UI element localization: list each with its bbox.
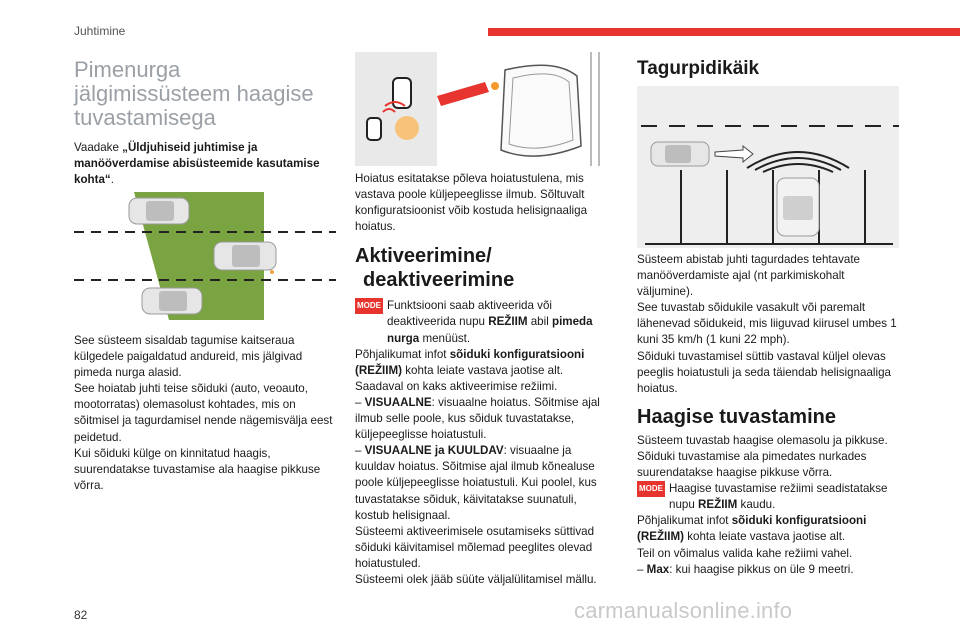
mode-visual-audio-item: – VISUAALNE ja KUULDAV: visuaalne ja kuuldav hoiatus. Sõitmise ajal ilmub kõnealuse poole küljepeeglisse hoiatustuli. Kui poolel, kus tuvastatakse sõiduk, käivitatakse suunatuli, kostub helisignaal. (355, 444, 597, 522)
car-icon (651, 142, 709, 166)
intro-link-text: „Üldjuhiseid juhtimise ja manööverdamise abisüsteemide kasutamise kohta“ (74, 141, 320, 187)
reverse-detection-illustration (637, 86, 899, 248)
column-middle (355, 171, 609, 588)
mode-visual-item: – VISUAALNE: visuaalne hoiatus. Sõitmise ajal ilmub selle poole, kus sõiduk tuvastatakse, küljepeeglisse hoiatustuli. (355, 395, 600, 442)
car-icon (214, 242, 276, 274)
car-icon (777, 178, 819, 236)
car-icon (367, 118, 381, 140)
paragraph-two-modes: Teil on võimalus valida kahe režiimi vahel. (637, 546, 853, 560)
column-left-body (74, 333, 336, 494)
column-right-top (637, 57, 901, 80)
paragraph-sensors: See süsteem sisaldab tagumise kaitseraua külgedele paigaldatud andureid, mis jälgivad pimeda nurga alasid. (74, 334, 303, 380)
mode-badge: MODE (637, 481, 665, 497)
reverse-heading: Tagurpidikäik (637, 58, 760, 79)
paragraph-config-info: Põhjalikumat infot sõiduki konfiguratsiooni (REŽIIM) kohta leiate vastava jaotise alt. (355, 347, 585, 377)
blind-spot-lanes-illustration (74, 190, 336, 320)
car-icon (142, 288, 202, 314)
mode-badge: MODE (355, 298, 383, 314)
page-number: 82 (74, 608, 88, 622)
trailer-mode-note: MODE Haagise tuvastamise režiimi seadistatakse nupu REŽIIM kaudu. (639, 482, 888, 512)
paragraph-warning-light: Hoiatus esitatakse põleva hoiatustulena, mis vastava poole küljepeeglisse ilmub. Sõltuvalt konfiguratsioonist võib kostuda helisignaaliga hoiatus. (355, 172, 588, 234)
mode-max-item: – Max: kui haagise pikkus on üle 9 meetri. (637, 562, 854, 576)
mirror-warning-illustration (355, 52, 607, 166)
column-left (74, 58, 336, 188)
trailer-heading: Haagise tuvastamine (637, 405, 836, 428)
car-icon (129, 198, 189, 224)
header-accent-bar (488, 28, 960, 36)
mode-note: MODE Funktsiooni saab aktiveerida või deaktiveerida nupu REŽIIM abil pimeda nurga menüüst. (357, 299, 593, 345)
watermark: carmanualsonline.info (574, 598, 793, 623)
paragraph-trailer-detect: Süsteem tuvastab haagise olemasolu ja pikkuse. Sõiduki tuvastamise ala pimedates nurkades suurendatakse haagise pikkuse võrra. (637, 433, 888, 480)
paragraph-reverse-warning: Sõiduki tuvastamisel süttib vastaval küljel olevas peeglis hoiatustuli ja seda täiendab helisignaaliga hoiatus. (637, 349, 891, 395)
side-mirror-icon (491, 65, 581, 156)
column-right (637, 252, 903, 578)
paragraph-config-info: Põhjalikumat infot sõiduki konfiguratsiooni (REŽIIM) kohta leiate vastava jaotise alt. (637, 514, 867, 544)
running-header: Juhtimine (74, 24, 126, 38)
intro-paragraph: Vaadake „Üldjuhiseid juhtimise ja manööverdamise abisüsteemide kasutamise kohta“. (74, 141, 320, 187)
paragraph-start-indication: Süsteemi aktiveerimisele osutamiseks süttivad sõiduki käivitamisel mõlemad peeglites olevad hoiatustuled. (355, 524, 595, 570)
paragraph-trailer: Kui sõiduki külge on kinnitatud haagis, suurendatakse tuvastamise ala haagise pikkuse võrra. (74, 446, 321, 492)
paragraph-state-memory: Süsteemi olek jääb süüte väljalülitamisel mällu. (355, 572, 597, 586)
paragraph-warning: See hoiatab juhti teise sõiduki (auto, veoauto, mootorratas) olemasolust kohtades, mis on sõitmisel ja tagurdamisel nende nägemisvälja eest peidetud. (74, 382, 333, 444)
section-title: Pimenurga jälgimissüsteem haagise tuvastamisega (74, 57, 314, 130)
paragraph-reverse-detect: See tuvastab sõidukile vasakult või paremalt lähenevad sõidukeid, mis liiguvad kiirusel umbes 1 kuni 35 km/h (1 kuni 22 mph). (637, 301, 897, 347)
paragraph-modes-intro: Saadaval on kaks aktiveerimise režiimi. (355, 379, 558, 393)
activation-heading: Aktiveerimine/ deaktiveerimine (355, 245, 515, 292)
paragraph-reverse-assist: Süsteem abistab juhti tagurdades tehtavate manööverdamiste ajal (nt parkimiskohalt väljumine). (637, 253, 861, 299)
